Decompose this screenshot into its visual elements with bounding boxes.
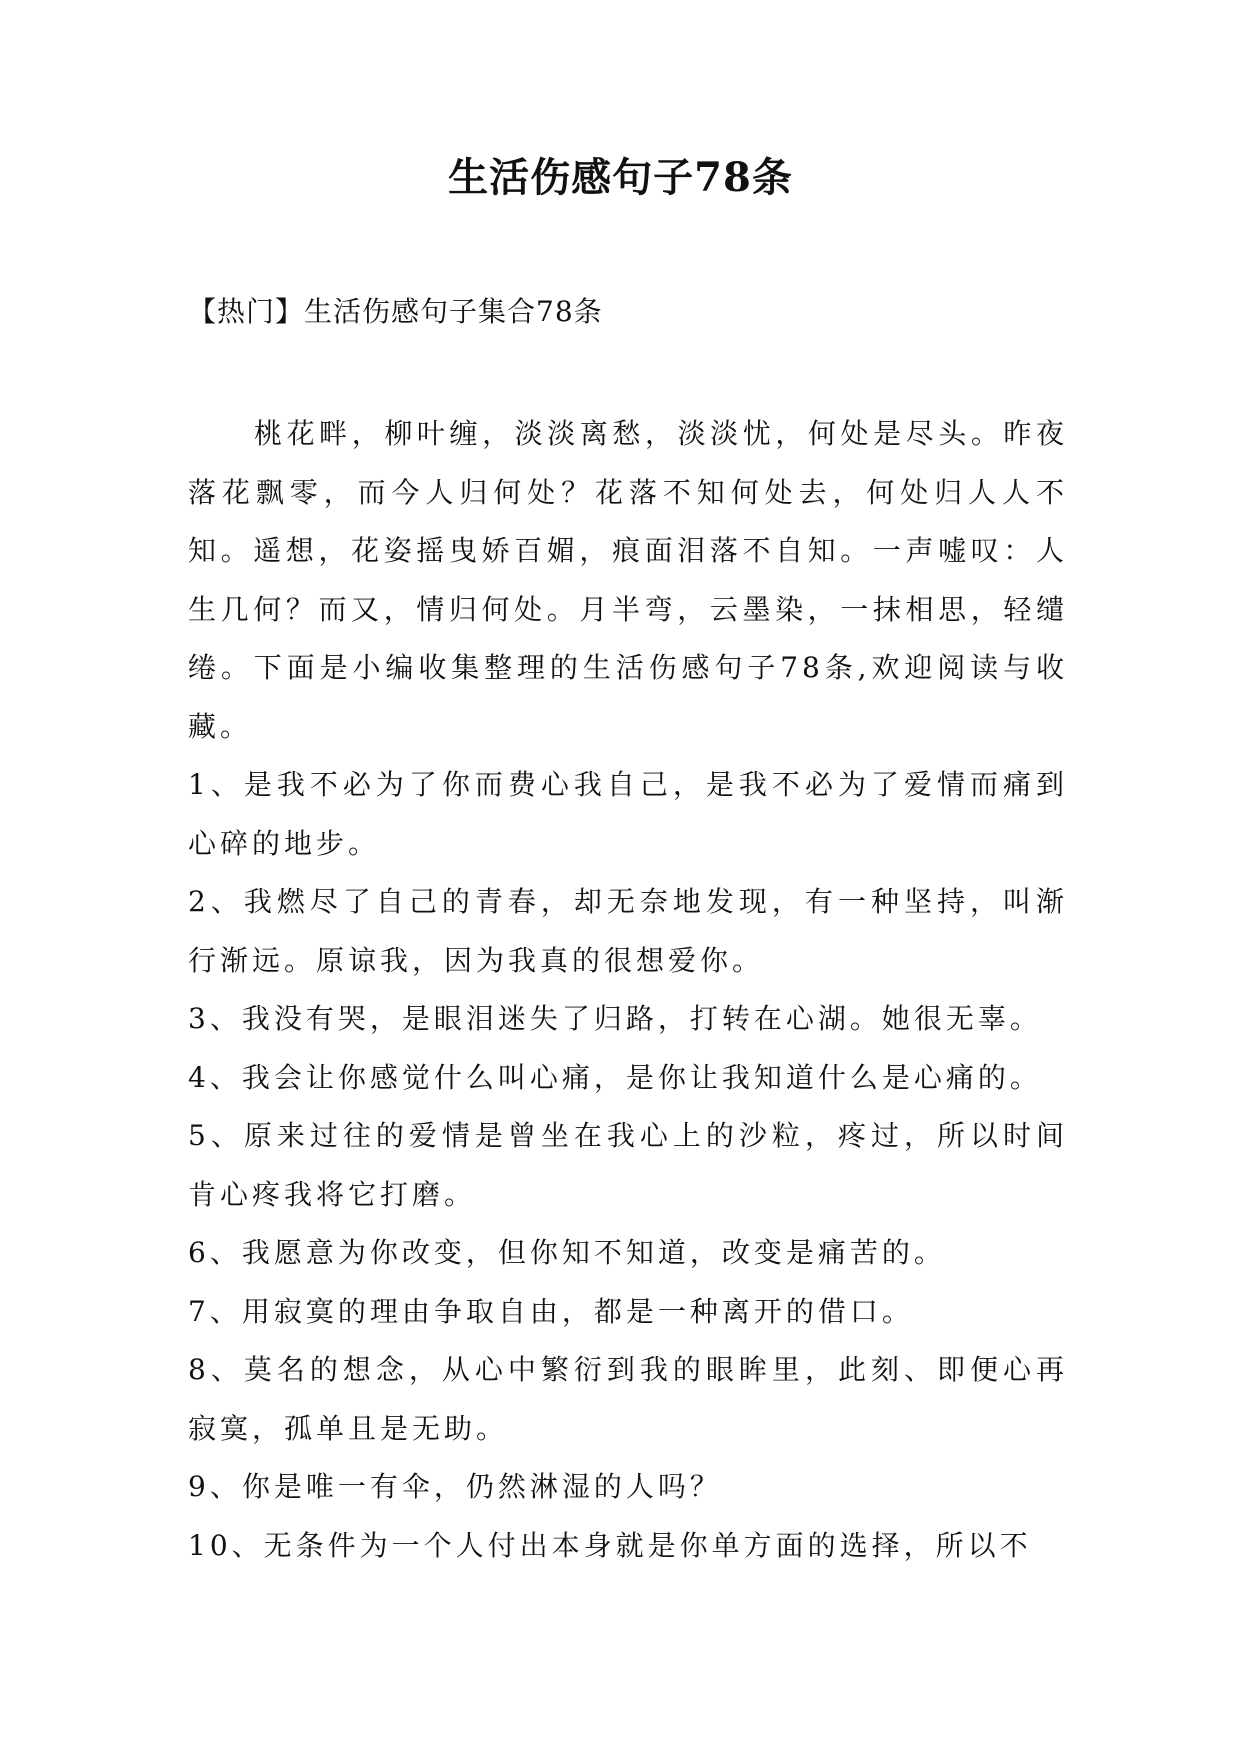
intro-paragraph: 桃花畔，柳叶缠，淡淡离愁，淡淡忧，何处是尽头。昨夜落花飘零，而今人归何处？花落不知何处去，何处归人人不知。遥想，花姿摇曳娇百媚，痕面泪落不自知。一声嘘叹：人生几何？而又，情归何处。月半弯，云墨染，一抹相思，轻缱绻。下面是小编收集整理的生活伤感句子78条,欢迎阅读与收藏。 xyxy=(188,417,1068,743)
document-subtitle: 【热门】生活伤感句子集合78条 xyxy=(188,295,603,328)
document-title: 生活伤感句子78条 xyxy=(448,154,793,201)
list-item: 6、我愿意为你改变，但你知不知道，改变是痛苦的。 xyxy=(188,1236,946,1269)
list-item: 10、无条件为一个人付出本身就是你单方面的选择，所以不 xyxy=(188,1528,1032,1562)
document-body xyxy=(188,405,1068,1575)
list-item: 7、用寂寞的理由争取自由，都是一种离开的借口。 xyxy=(188,1294,914,1328)
list-item: 1、是我不必为了你而费心我自己，是我不必为了爱情而痛到心碎的地步。 xyxy=(188,768,1068,860)
list-item: 3、我没有哭，是眼泪迷失了归路，打转在心湖。她很无辜。 xyxy=(188,1002,1042,1035)
list-item: 8、莫名的想念，从心中繁衍到我的眼眸里，此刻、即便心再寂寞，孤单且是无助。 xyxy=(188,1353,1068,1445)
list-item: 2、我燃尽了自己的青春，却无奈地发现，有一种坚持，叫渐行渐远。原谅我，因为我真的很想爱你。 xyxy=(188,885,1068,977)
list-item: 9、你是唯一有伞，仍然淋湿的人吗？ xyxy=(188,1470,722,1503)
list-item: 4、我会让你感觉什么叫心痛，是你让我知道什么是心痛的。 xyxy=(188,1060,1042,1094)
list-item: 5、原来过往的爱情是曾坐在我心上的沙粒，疼过，所以时间肯心疼我将它打磨。 xyxy=(188,1119,1068,1211)
